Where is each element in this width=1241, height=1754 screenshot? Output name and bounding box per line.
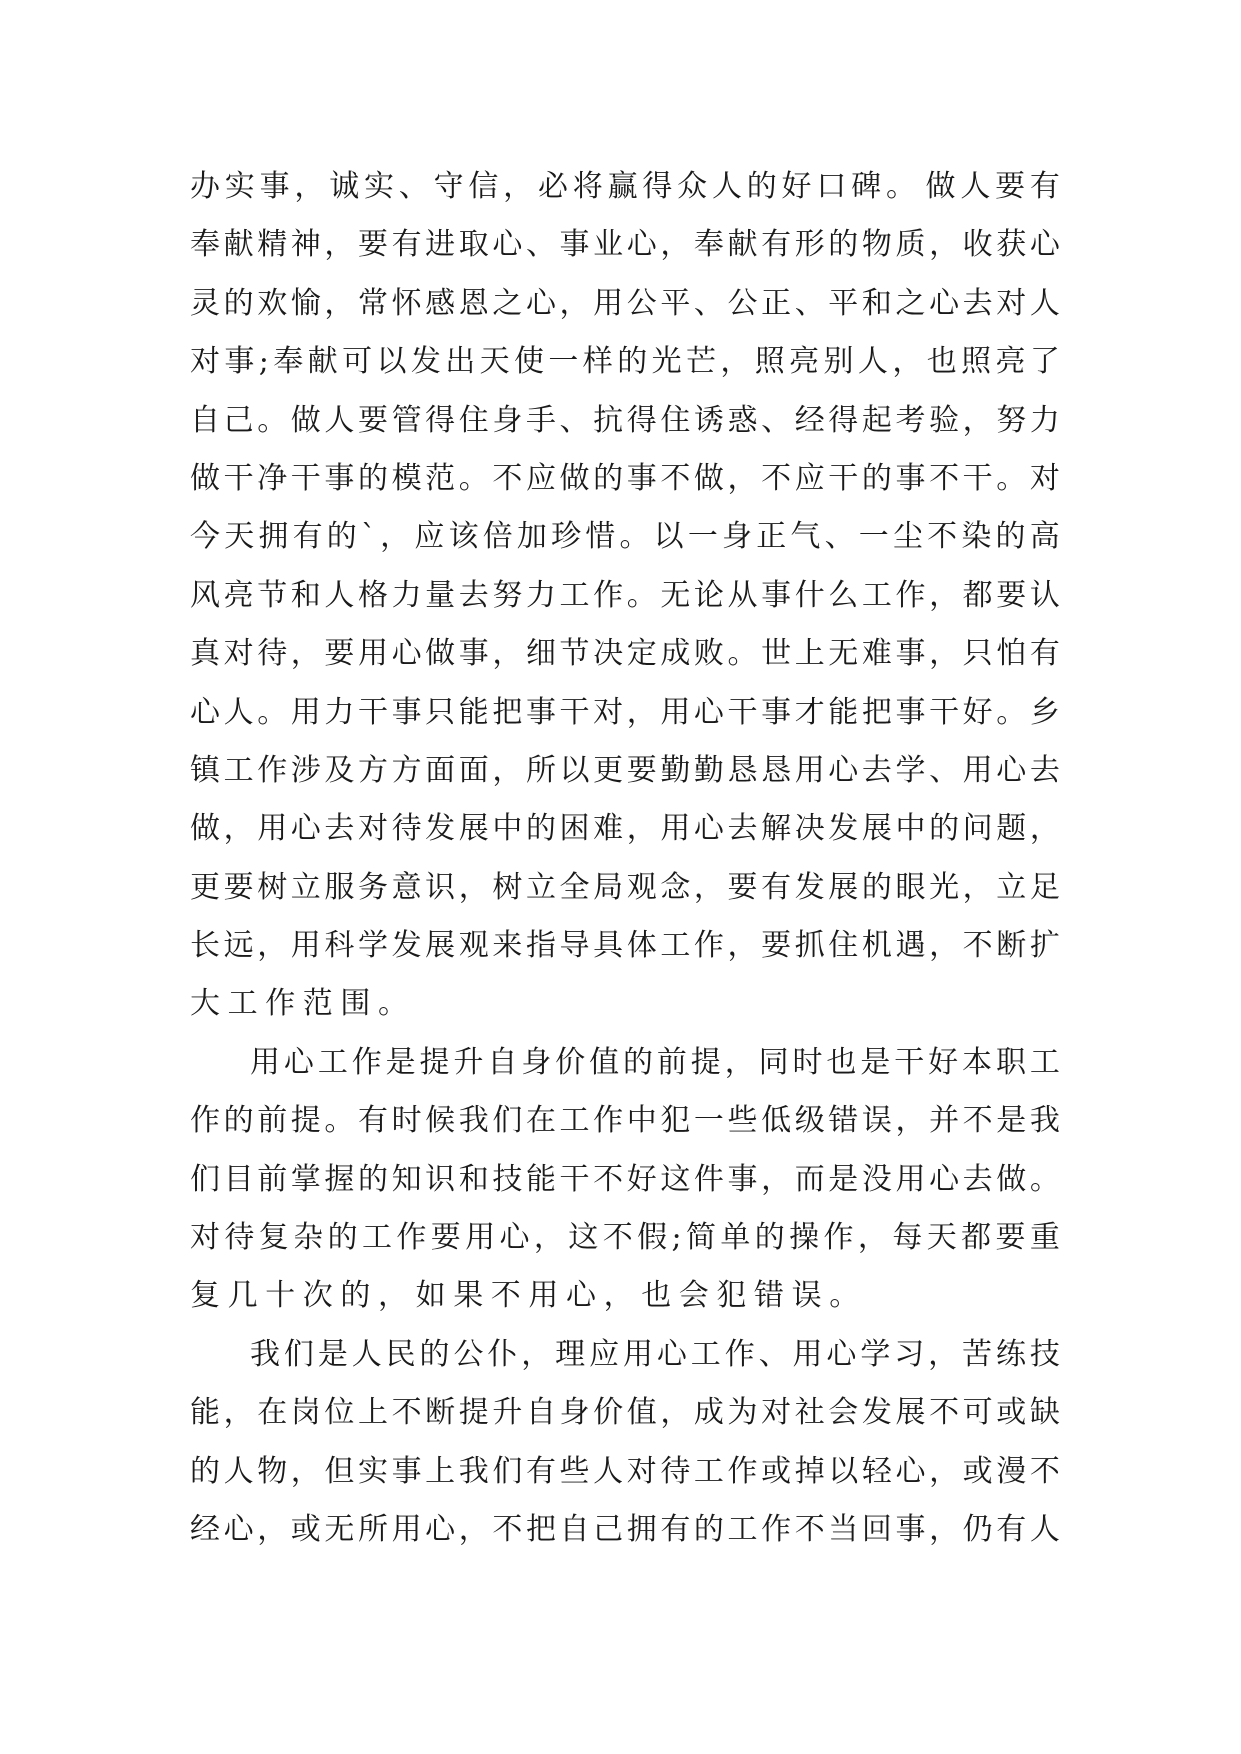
text-line: 奉 献 精 神 ， 要 有 进 取 心 、 事 业 心 ， 奉 献 有 形 的 物 质 ， 收 获 心 (190, 227, 1060, 263)
text-line: 对 待 复 杂 的 工 作 要 用 心 ， 这 不 假 ; 简 单 的 操 作 ， 每 天 都 要 重 (190, 1220, 1060, 1256)
text-line: 长 远 ， 用 科 学 发 展 观 来 指 导 具 体 工 作 ， 要 抓 住 机 遇 ， 不 断 扩 (190, 928, 1060, 964)
document-body (190, 158, 1060, 1559)
text-line: 风 亮 节 和 人 格 力 量 去 努 力 工 作 。 无 论 从 事 什 么 工 作 ， 都 要 认 (190, 577, 1060, 613)
text-line: 心 人 。 用 力 干 事 只 能 把 事 干 对 ， 用 心 干 事 才 能 把 事 干 好 。 乡 (190, 694, 1060, 730)
text-line: 对 事 ; 奉 献 可 以 发 出 天 使 一 样 的 光 芒 ， 照 亮 别 人 ， 也 照 亮 了 (190, 344, 1060, 380)
text-line: 复几十次的，如果不用心，也会犯错误。 (190, 1278, 867, 1314)
text-line: 用 心 工 作 是 提 升 自 身 价 值 的 前 提 ， 同 时 也 是 干 好 本 职 工 (250, 1044, 1060, 1080)
text-line: 真 对 待 ， 要 用 心 做 事 ， 细 节 决 定 成 败 。 世 上 无 难 事 ， 只 怕 有 (190, 636, 1060, 672)
text-line: 们 目 前 掌 握 的 知 识 和 技 能 干 不 好 这 件 事 ， 而 是 没 用 心 去 做 。 (190, 1161, 1060, 1197)
text-line: 做 干 净 干 事 的 模 范 。 不 应 做 的 事 不 做 ， 不 应 干 的 事 不 干 。 对 (190, 460, 1060, 496)
text-line: 自 己 。 做 人 要 管 得 住 身 手 、 抗 得 住 诱 惑 、 经 得 起 考 验 ， 努 力 (190, 402, 1060, 438)
text-line: 作 的 前 提 。 有 时 候 我 们 在 工 作 中 犯 一 些 低 级 错 误 ， 并 不 是 我 (190, 1103, 1060, 1139)
text-line: 今 天 拥 有 的 ` ， 应 该 倍 加 珍 惜 。 以 一 身 正 气 、 一 尘 不 染 的 高 (190, 519, 1060, 555)
paragraph (190, 1326, 1060, 1560)
text-line: 能 ， 在 岗 位 上 不 断 提 升 自 身 价 值 ， 成 为 对 社 会 发 展 不 可 或 缺 (190, 1395, 1060, 1431)
text-line: 经 心 ， 或 无 所 用 心 ， 不 把 自 己 拥 有 的 工 作 不 当 回 事 ， 仍 有 人 (190, 1511, 1060, 1547)
text-line: 镇 工 作 涉 及 方 方 面 面 ， 所 以 更 要 勤 勤 恳 恳 用 心 去 学 、 用 心 去 (190, 752, 1060, 788)
text-line: 灵 的 欢 愉 ， 常 怀 感 恩 之 心 ， 用 公 平 、 公 正 、 平 和 之 心 去 对 人 (190, 285, 1060, 321)
text-line: 大工作范围。 (190, 986, 416, 1022)
text-line: 更 要 树 立 服 务 意 识 ， 树 立 全 局 观 念 ， 要 有 发 展 的 眼 光 ， 立 足 (190, 869, 1060, 905)
text-line: 办 实 事 ， 诚 实 、 守 信 ， 必 将 赢 得 众 人 的 好 口 碑 。 做 人 要 有 (190, 169, 1060, 204)
text-line: 做 ， 用 心 去 对 待 发 展 中 的 困 难 ， 用 心 去 解 决 发 展 中 的 问 题 ， (190, 811, 1060, 847)
text-line: 我 们 是 人 民 的 公 仆 ， 理 应 用 心 工 作 、 用 心 学 习 ， 苦 练 技 (250, 1336, 1060, 1372)
text-line: 的 人 物 ， 但 实 事 上 我 们 有 些 人 对 待 工 作 或 掉 以 轻 心 ， 或 漫 不 (190, 1453, 1060, 1489)
paragraph (190, 1034, 1060, 1326)
paragraph (190, 158, 1060, 1034)
